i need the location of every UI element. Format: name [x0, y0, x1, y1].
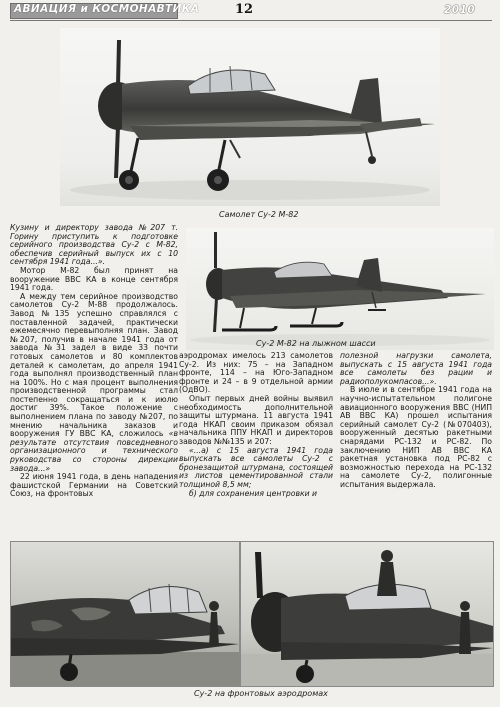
paragraph: аэродромах имелось 213 самолетов Су-2. Из них: 75 – на Западном фронте, 114 – на Юго-Западном фронте и 24 – в 9 отдельной армии (ОдВО).: [179, 351, 333, 395]
paragraph: полезной нагрузки самолета, выпускать с 15 августа 1941 года все самолеты без рации и радиополукомпасов...».: [340, 351, 492, 386]
paragraph: «...а) с 15 августа 1941 года выпускать все самолеты Су-2 с бронезащитой штурмана, состоящей из листов цементированной стали толщиной 8,5 мм;: [179, 445, 333, 489]
issue-year: 2010: [444, 4, 476, 16]
magazine-title: АВИАЦИЯ и КОСМОНАВТИКА: [14, 3, 200, 15]
paragraph: Мотор М-82 был принят на вооружение ВВС КА в конце сентября 1941 года.: [10, 265, 178, 293]
text-column-2: [179, 352, 333, 498]
caption-photo-2: Су-2 М-82 на лыжном шасси: [256, 339, 376, 348]
header-rule: [10, 20, 492, 21]
paragraph: 22 июня 1941 года, в день нападения фашистской Германии на Советский Союз, на фронтовых: [10, 472, 178, 499]
paragraph: В июле и в сентябре 1941 года на научно-испытательном полигоне авиационного вооружения ВВС (НИП АВ ВВС КА) прошел испытания серийный самолет Су-2 (№070403), вооруженный десятью ракетными снарядами РС-132 и РС-82. По заключению НИП АВ ВВС КА ракетная установка под РС-82 с возможностью перехода на РС-132 на самолете Су-2, полигонные испытания выдержала.: [340, 385, 492, 489]
caption-bottom-photos: Су-2 на фронтовых аэродромах: [194, 689, 328, 698]
paragraph: Опыт первых дней войны выявил необходимость дополнительной защиты штурмана. 11 августа 1941 года НКАП своим приказом обязал начальника ППУ НКАП и директоров заводов №№135 и 207:: [179, 393, 333, 446]
text-column-1: [10, 224, 178, 499]
photo-front-airfield-right: [240, 541, 494, 687]
paragraph: А между тем серийное производство самолетов Су-2 М-88 продолжалось. Завод №135 успешно справлялся с поставленной задачей, практически ежемесячно перевыполняя план. Завод №207, получив в начале 1941 года от завода №31 задел в виде 33 почти готовых самолетов и 80 комплектов деталей к самолетам, до апреля 1941 года выполнял производственный план на 100%. Но с мая процент выполнения производственной программы стал постепенно сокращаться и к июлю достиг 39%. Такое положение с выполнением плана по заводу №207, по мнению начальника заказов и вооружения ГУ ВВС КА, сложилось «в результате отсутствия повседневного организационного и технического руководства со стороны дирекции завода...»: [10, 291, 178, 473]
paragraph: Кузину и директору завода №207 т. Горину приступить к подготовке серийного производства Су-2 с М-82, обеспечив серийный выпуск их с 10 сентября 1941 года...».: [10, 223, 178, 267]
caption-photo-1: Самолет Су-2 М-82: [219, 210, 299, 219]
page-number: 12: [235, 2, 254, 17]
text-column-3: [340, 352, 492, 490]
paragraph: б) для сохранения центровки и: [189, 488, 318, 498]
photo-su2-m82: [60, 28, 440, 206]
photo-su2-on-skis: [186, 228, 494, 350]
aircraft-photo-1: [60, 28, 440, 206]
aircraft-photo-4: [241, 542, 493, 686]
aircraft-photo-2: [186, 228, 494, 350]
page-header: [0, 0, 500, 22]
aircraft-photo-3: [11, 542, 239, 686]
photo-front-airfield-left: [10, 541, 240, 687]
